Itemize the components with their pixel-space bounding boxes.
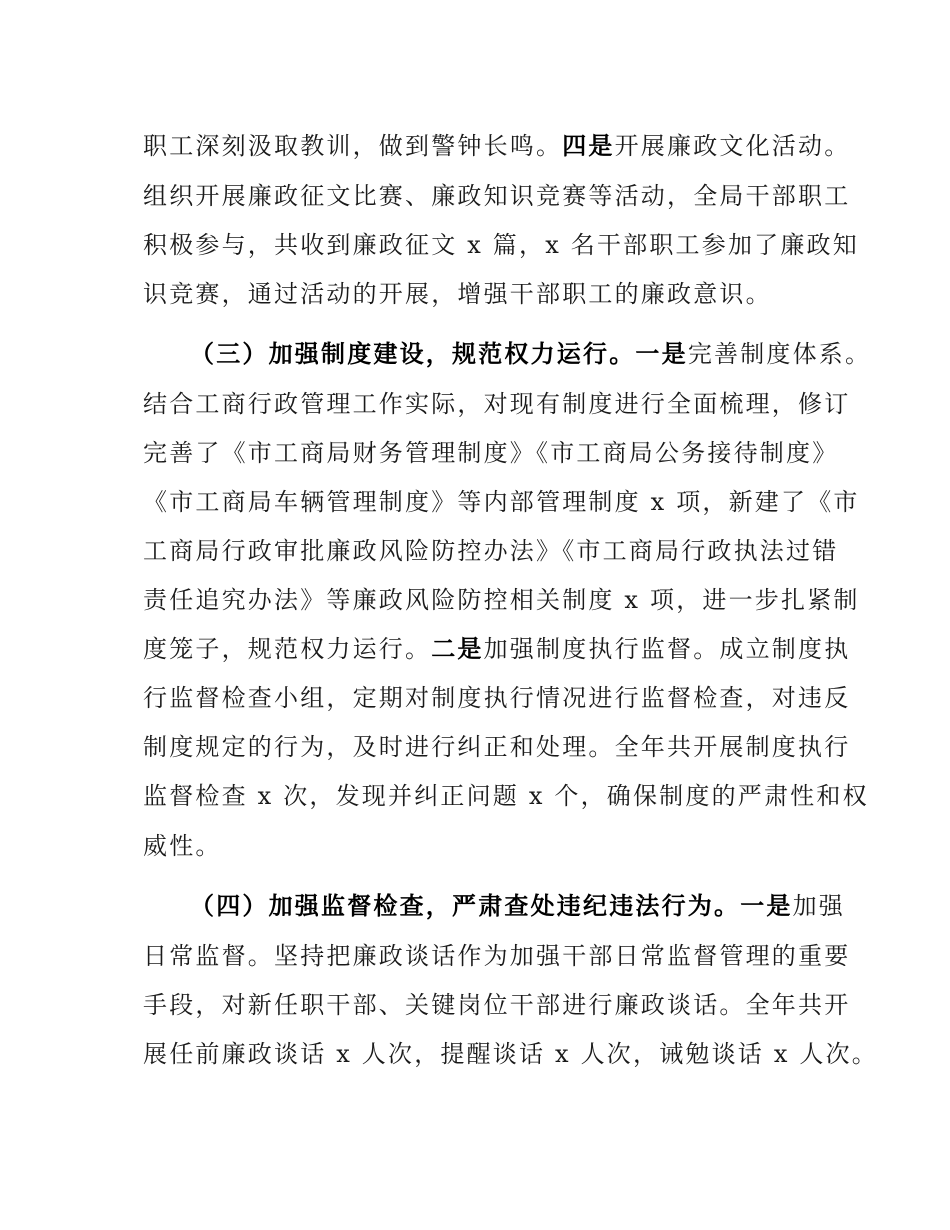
text-line [143,682,850,714]
text-line [143,940,850,972]
text-line [143,130,850,162]
text-segment: 手段，对新任职干部、关键岗位干部进行廉政谈话。全年共开 [143,991,851,1019]
text-segment: 识竞赛，通过活动的开展，增强干部职工的廉政意识。 [143,280,772,308]
bold-text-segment: （三）加强制度建设，规范权力运行。一是 [190,340,688,368]
text-line [143,229,859,261]
text-segment: 展任前廉政谈话 x 人次，提醒谈话 x 人次，诫勉谈话 x 人次。 [143,1040,878,1068]
text-segment: 度笼子，规范权力运行。 [143,635,432,663]
text-segment: 开展廉政文化活动。 [614,132,851,160]
text-line [143,830,222,862]
text-line [143,731,850,763]
bold-text-segment: 二是 [431,635,484,663]
text-line [143,584,860,616]
bold-text-segment: 四是 [562,132,615,160]
text-line [143,1038,878,1070]
text-line [190,890,845,922]
text-line [143,633,850,665]
text-segment: 行监督检查小组，定期对制度执行情况进行监督检查，对违反 [143,684,851,712]
text-segment: 完善制度体系。 [687,340,872,368]
text-line [143,486,860,518]
text-segment: 加强 [792,892,846,920]
bold-text-segment: （四）加强监督检查，严肃查处违纪违法行为。一是 [190,892,793,920]
text-segment: 积极参与，共收到廉政征文 x 篇，x 名干部职工参加了廉政知 [143,231,859,259]
text-segment: 结合工商行政管理工作实际，对现有制度进行全面梳理，修订 [143,390,851,418]
text-line [143,278,772,310]
text-segment: 加强制度执行监督。成立制度执 [483,635,851,663]
text-segment: 《市工商局车辆管理制度》等内部管理制度 x 项，新建了《市 [143,488,860,516]
text-segment: 责任追究办法》等廉政风险防控相关制度 x 项，进一步扎紧制 [143,586,860,614]
text-segment: 组织开展廉政征文比赛、廉政知识竞赛等活动，全局干部职工 [143,182,851,210]
text-line [143,535,838,567]
text-line [143,388,850,420]
text-segment: 制度规定的行为，及时进行纠正和处理。全年共开展制度执行 [143,733,851,761]
text-segment: 日常监督。坚持把廉政谈话作为加强干部日常监督管理的重要 [143,942,851,970]
text-segment: 工商局行政审批廉政风险防控办法》《市工商局行政执法过错 [143,537,839,565]
text-segment: 完善了《市工商局财务管理制度》《市工商局公务接待制度》 [143,439,839,467]
text-line [143,180,850,212]
text-segment: 监督检查 x 次，发现并纠正问题 x 个，确保制度的严肃性和权 [143,782,869,810]
text-line [143,989,850,1021]
text-segment: 职工深刻汲取教训，做到警钟长鸣。 [143,132,563,160]
text-segment: 威性。 [143,832,222,860]
text-line [143,437,838,469]
text-line [190,338,871,370]
text-line [143,780,869,812]
